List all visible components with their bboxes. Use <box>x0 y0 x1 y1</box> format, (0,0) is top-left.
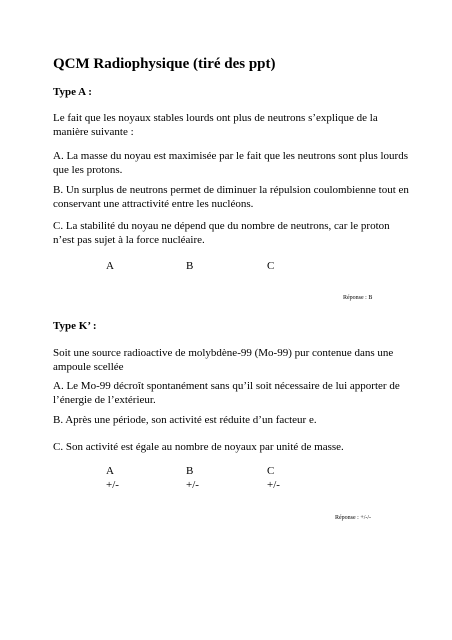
option-line: B. Un surplus de neutrons permet de diminuer la répulsion coulombienne tout en <box>53 184 409 196</box>
question-2-choice-c-mark: +/- <box>267 479 280 491</box>
option-line: B. Après une période, son activité est réduite d’un facteur e. <box>53 414 317 426</box>
question-1-option-c <box>53 219 390 247</box>
question-2-choice-c: C <box>267 465 275 477</box>
question-2-stem-line: Soit une source radioactive de molybdène-99 (Mo-99) pur contenue dans une <box>53 347 394 359</box>
question-1-stem <box>53 111 378 139</box>
option-line: n’est pas sujet à la force nucléaire. <box>53 234 205 246</box>
question-1-type-label: Type A : <box>53 86 92 98</box>
question-1-stem-line: Le fait que les noyaux stables lourds ont plus de neutrons s’explique de la <box>53 112 378 124</box>
question-1-stem-line: manière suivante : <box>53 126 134 138</box>
question-2-choice-a-mark: +/- <box>106 479 119 491</box>
question-2-type-label: Type K’ : <box>53 320 97 332</box>
option-line: C. La stabilité du noyau ne dépend que du nombre de neutrons, car le proton <box>53 220 390 232</box>
option-line: C. Son activité est égale au nombre de noyaux par unité de masse. <box>53 441 344 453</box>
question-2-choice-b-mark: +/- <box>186 479 199 491</box>
option-line: A. Le Mo-99 décroît spontanément sans qu’il soit nécessaire de lui apporter de <box>53 380 400 392</box>
question-2-option-a <box>53 379 400 407</box>
question-1-option-b <box>53 183 409 211</box>
question-1-choice-b: B <box>186 260 194 272</box>
question-2-option-b <box>53 413 317 427</box>
question-2-stem <box>53 346 393 374</box>
option-line: l’énergie de l’extérieur. <box>53 394 156 406</box>
option-line: que les protons. <box>53 164 123 176</box>
document-title: QCM Radiophysique (tiré des ppt) <box>53 56 276 72</box>
option-line: conservant une attractivité entre les nucléons. <box>53 198 254 210</box>
option-line: A. La masse du noyau est maximisée par le fait que les neutrons sont plus lourds <box>53 150 408 162</box>
question-2-choice-b: B <box>186 465 194 477</box>
question-1-option-a <box>53 149 408 177</box>
question-2-stem-line: ampoule scellée <box>53 361 124 373</box>
question-2-choice-a: A <box>106 465 114 477</box>
question-1-answer: Réponse : B <box>343 295 373 301</box>
question-2-answer: Réponse : +/-/- <box>335 515 372 521</box>
question-2-option-c <box>53 440 344 454</box>
question-1-choice-c: C <box>267 260 275 272</box>
question-1-choice-a: A <box>106 260 114 272</box>
